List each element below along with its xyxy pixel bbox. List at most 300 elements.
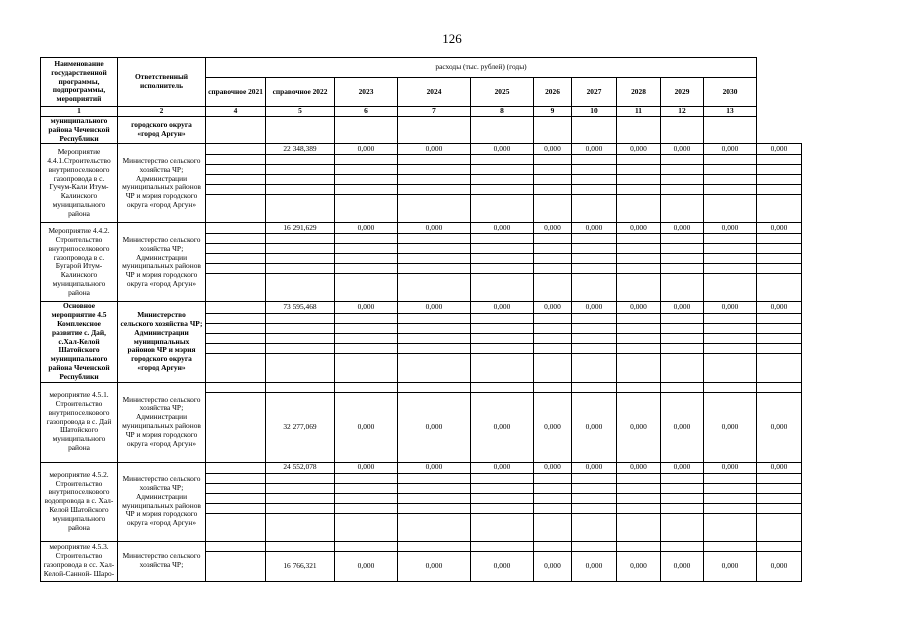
cell-empty <box>617 155 661 165</box>
cell-empty <box>471 483 534 493</box>
column-number-row <box>41 107 802 117</box>
cell-empty <box>534 165 572 175</box>
cell-year-value: 0,000 <box>757 302 802 313</box>
cell-year-value: 0,000 <box>704 462 757 473</box>
cell-year-value: 0,000 <box>704 551 757 581</box>
col-num-5: 5 <box>266 107 335 117</box>
cell-empty <box>534 473 572 483</box>
cell-2021 <box>206 392 266 462</box>
cell-year-value: 0,000 <box>398 144 471 155</box>
cell-empty <box>757 323 802 333</box>
cell-year-value: 0,000 <box>617 144 661 155</box>
cell-2021 <box>206 175 266 185</box>
cell-2021 <box>206 254 266 264</box>
cell-empty <box>572 343 617 353</box>
cell-empty <box>471 244 534 254</box>
cell-empty <box>757 473 802 483</box>
cell-year-value: 0,000 <box>534 302 572 313</box>
cell-empty <box>266 313 335 323</box>
cell-empty <box>534 354 572 382</box>
cell-empty <box>398 323 471 333</box>
cell-empty <box>572 503 617 513</box>
cell-empty <box>398 541 471 551</box>
cell-empty <box>572 274 617 302</box>
cell-year-value: 0,000 <box>704 223 757 234</box>
cell-empty <box>266 493 335 503</box>
cell-empty <box>471 354 534 382</box>
header-year-3: 2023 <box>335 78 398 107</box>
cell-empty <box>757 513 802 541</box>
cell-empty <box>266 541 335 551</box>
cell-empty <box>617 264 661 274</box>
cell-empty <box>534 234 572 244</box>
cell-2022-value: 24 552,078 <box>266 462 335 473</box>
cell-empty <box>704 483 757 493</box>
table-row <box>41 223 802 234</box>
cell-2022-value: 32 277,069 <box>266 392 335 462</box>
cell-year-value: 0,000 <box>757 462 802 473</box>
cell-empty <box>661 354 704 382</box>
cell-empty <box>757 195 802 223</box>
cell-2021 <box>206 343 266 353</box>
cell-empty <box>661 513 704 541</box>
cell-empty <box>757 354 802 382</box>
cell-empty <box>266 473 335 483</box>
cell-empty <box>398 274 471 302</box>
col-num-9: 9 <box>534 107 572 117</box>
cell-empty <box>704 244 757 254</box>
col-num-11: 11 <box>617 107 661 117</box>
cell-year-value: 0,000 <box>704 302 757 313</box>
cell-empty <box>757 185 802 195</box>
cell-empty <box>335 382 398 392</box>
cell-empty <box>704 323 757 333</box>
cell-empty <box>471 313 534 323</box>
row-name-cell: Основное мероприятие 4.5 Комплексное развитие с. Дай, с.Хал-Келой Шатойского муниципального района Чеченской Республики <box>41 302 118 382</box>
cell-year-value: 0,000 <box>471 223 534 234</box>
cell-empty <box>757 234 802 244</box>
cell-empty <box>398 175 471 185</box>
header-col-executor: Ответственный исполнитель <box>118 58 206 107</box>
cell-empty <box>572 175 617 185</box>
table-row <box>41 382 802 392</box>
cell-2021 <box>206 483 266 493</box>
cell-empty <box>266 382 335 392</box>
cell-empty <box>617 483 661 493</box>
cell-empty <box>661 503 704 513</box>
cell-empty <box>572 254 617 264</box>
cell-empty <box>266 165 335 175</box>
cell-empty <box>335 323 398 333</box>
cell-empty <box>661 333 704 343</box>
row-name-cell: Мероприятие 4.4.1.Строительство внутрипоселкового газопровода в с. Гучум-Кали Итум- Калинского муниципального района <box>41 144 118 223</box>
cell-empty <box>398 333 471 343</box>
cell-empty <box>704 541 757 551</box>
cell-empty <box>661 313 704 323</box>
cell-empty <box>471 323 534 333</box>
cell-2021 <box>206 462 266 473</box>
cell-empty <box>572 493 617 503</box>
cell-year-value: 0,000 <box>661 462 704 473</box>
cell-year-value: 0,000 <box>572 551 617 581</box>
cell-empty <box>335 175 398 185</box>
cell-empty <box>534 323 572 333</box>
cell-year-value: 0,000 <box>617 302 661 313</box>
cell-empty <box>471 185 534 195</box>
cell-2022-value: 16 291,629 <box>266 223 335 234</box>
cell-empty <box>617 274 661 302</box>
cell-empty <box>704 234 757 244</box>
cell-empty <box>335 333 398 343</box>
cell-empty <box>617 254 661 264</box>
cell-empty <box>471 155 534 165</box>
cell-empty <box>572 195 617 223</box>
cell-empty <box>704 175 757 185</box>
continuation-row <box>41 117 802 144</box>
col-num-4: 4 <box>206 107 266 117</box>
col-num-6: 6 <box>335 107 398 117</box>
cell-empty <box>471 493 534 503</box>
cell-empty <box>534 264 572 274</box>
cell-empty <box>704 264 757 274</box>
cell-empty <box>617 513 661 541</box>
cell-empty <box>471 264 534 274</box>
cell-empty <box>534 274 572 302</box>
cell-2021 <box>206 223 266 234</box>
cell-empty <box>572 513 617 541</box>
cell-empty <box>534 175 572 185</box>
cell-empty <box>471 175 534 185</box>
cell-empty <box>266 175 335 185</box>
cell-year-value: 0,000 <box>704 144 757 155</box>
cell-empty <box>661 254 704 264</box>
cell-empty <box>757 493 802 503</box>
cell-2021 <box>206 541 266 551</box>
cell-empty <box>757 541 802 551</box>
cell-year-value: 0,000 <box>661 551 704 581</box>
cell-2021 <box>206 185 266 195</box>
header-year-7: 2027 <box>572 78 617 107</box>
cell-empty <box>704 254 757 264</box>
cell-empty <box>617 175 661 185</box>
cell-empty <box>617 323 661 333</box>
col-num-8: 8 <box>471 107 534 117</box>
cell-empty <box>757 333 802 343</box>
cell-2021 <box>206 473 266 483</box>
cell-empty <box>661 155 704 165</box>
cell-empty <box>335 503 398 513</box>
cell-empty <box>572 354 617 382</box>
cell-2021 <box>206 323 266 333</box>
cell-empty <box>572 382 617 392</box>
cell-year-value: 0,000 <box>572 223 617 234</box>
cell-empty <box>398 264 471 274</box>
cell-empty <box>661 264 704 274</box>
cell-empty <box>572 234 617 244</box>
col-num-1: 1 <box>41 107 118 117</box>
cell-year-value: 0,000 <box>757 223 802 234</box>
cell-year-value: 0,000 <box>335 462 398 473</box>
cell-empty <box>266 323 335 333</box>
cell-year-value: 0,000 <box>572 462 617 473</box>
cell-empty <box>534 185 572 195</box>
cell-empty <box>266 244 335 254</box>
cell-empty <box>704 354 757 382</box>
cell-empty <box>471 195 534 223</box>
cell-empty <box>471 343 534 353</box>
cell-empty <box>471 382 534 392</box>
cell-empty <box>398 354 471 382</box>
table-row <box>41 144 802 155</box>
table-row <box>41 541 802 551</box>
cell-empty <box>661 483 704 493</box>
cell-empty <box>335 541 398 551</box>
cell-empty <box>266 195 335 223</box>
cell-empty <box>704 513 757 541</box>
cell-2021 <box>206 264 266 274</box>
cell-empty <box>757 165 802 175</box>
cell-empty <box>617 313 661 323</box>
header-year-1: справочное 2021 <box>206 78 266 107</box>
cell-empty <box>661 382 704 392</box>
cell-empty <box>471 234 534 244</box>
cell-empty <box>335 473 398 483</box>
cell-empty <box>617 234 661 244</box>
cell-empty <box>534 244 572 254</box>
col-num-7: 7 <box>398 107 471 117</box>
cell-empty <box>757 155 802 165</box>
cell-year-value: 0,000 <box>534 462 572 473</box>
cell-empty <box>572 165 617 175</box>
row-executor-cell: Министерство сельского хозяйства ЧР; <box>118 541 206 581</box>
table-row <box>41 462 802 473</box>
cell-2021 <box>206 354 266 382</box>
cell-2021 <box>206 155 266 165</box>
cell-year-value: 0,000 <box>471 302 534 313</box>
cell-empty <box>398 483 471 493</box>
cell-empty <box>617 541 661 551</box>
cell-empty <box>398 254 471 264</box>
cell-year-value: 0,000 <box>398 462 471 473</box>
cell-year-value: 0,000 <box>617 462 661 473</box>
cell-empty <box>617 333 661 343</box>
cell-empty <box>661 185 704 195</box>
col-num-12: 12 <box>661 107 704 117</box>
col-num-13: 13 <box>704 107 757 117</box>
cell-empty <box>572 185 617 195</box>
header-year-10: 2030 <box>704 78 757 107</box>
cell-empty <box>757 483 802 493</box>
cell-empty <box>661 234 704 244</box>
cell-empty <box>398 234 471 244</box>
cell-2021 <box>206 234 266 244</box>
cell-year-value: 0,000 <box>757 144 802 155</box>
cell-empty <box>266 354 335 382</box>
table-row <box>41 302 802 313</box>
cell-year-value: 0,000 <box>335 392 398 462</box>
cell-empty <box>471 513 534 541</box>
cell-empty <box>534 155 572 165</box>
cell-year-value: 0,000 <box>572 144 617 155</box>
cell-empty <box>266 264 335 274</box>
cell-empty <box>704 343 757 353</box>
row-name-cell: мероприятие 4.5.1. Строительство внутрипоселкового газопровода в с. Дай Шатойского муниципального района <box>41 382 118 462</box>
cell-year-value: 0,000 <box>572 302 617 313</box>
cell-empty <box>335 244 398 254</box>
cell-year-value: 0,000 <box>704 392 757 462</box>
row-name-cell: мероприятие 4.5.2. Строительство внутрипоселкового водопровода в с. Хал-Келой Шатойского муниципального района <box>41 462 118 541</box>
cell-empty <box>398 313 471 323</box>
cell-2021 <box>206 493 266 503</box>
cell-empty <box>398 343 471 353</box>
cell-year-value: 0,000 <box>757 392 802 462</box>
cell-empty <box>661 165 704 175</box>
cell-2022-value: 73 595,468 <box>266 302 335 313</box>
cell-empty <box>617 354 661 382</box>
cell-empty <box>471 333 534 343</box>
cell-empty <box>398 473 471 483</box>
cell-empty <box>661 473 704 483</box>
cell-empty <box>572 313 617 323</box>
cell-empty <box>471 503 534 513</box>
cell-empty <box>572 244 617 254</box>
cell-empty <box>534 483 572 493</box>
cell-empty <box>617 382 661 392</box>
cell-year-value: 0,000 <box>534 144 572 155</box>
cell-empty <box>335 513 398 541</box>
cell-empty <box>661 244 704 254</box>
cell-empty <box>704 503 757 513</box>
cell-empty <box>617 343 661 353</box>
header-year-9: 2029 <box>661 78 704 107</box>
cell-empty <box>704 165 757 175</box>
cell-empty <box>335 354 398 382</box>
cell-empty <box>266 254 335 264</box>
cell-empty <box>471 473 534 483</box>
cell-empty <box>471 541 534 551</box>
cell-year-value: 0,000 <box>534 551 572 581</box>
cell-empty <box>757 313 802 323</box>
cell-year-value: 0,000 <box>617 551 661 581</box>
cell-empty <box>534 254 572 264</box>
cell-2022-value: 22 348,389 <box>266 144 335 155</box>
cell-empty <box>398 513 471 541</box>
cell-2021 <box>206 195 266 223</box>
cell-empty <box>335 343 398 353</box>
cell-empty <box>704 195 757 223</box>
cell-year-value: 0,000 <box>398 302 471 313</box>
cell-empty <box>617 473 661 483</box>
row-executor-cell: Министерство сельского хозяйства ЧР; Администрации муниципальных районов ЧР и мэрия городского округа «город Аргун» <box>118 462 206 541</box>
cell-empty <box>266 155 335 165</box>
row-executor-cell: Министерство сельского хозяйства ЧР; Администрации муниципальных районов ЧР и мэрия городского округа «город Аргун» <box>118 223 206 302</box>
cell-year-value: 0,000 <box>661 392 704 462</box>
cell-empty <box>572 333 617 343</box>
header-year-2: справочное 2022 <box>266 78 335 107</box>
cell-empty <box>661 175 704 185</box>
cell-year-value: 0,000 <box>335 144 398 155</box>
cell-empty <box>572 264 617 274</box>
cell-empty <box>335 264 398 274</box>
budget-table <box>40 57 802 582</box>
cell-empty <box>335 165 398 175</box>
cell-year-value: 0,000 <box>335 551 398 581</box>
cell-empty <box>335 155 398 165</box>
row-executor-cell: Министерство сельского хозяйства ЧР; Администрации муниципальных районов ЧР и мэрия городского округа «город Аргун» <box>118 144 206 223</box>
cell-empty <box>398 195 471 223</box>
cell-year-value: 0,000 <box>661 223 704 234</box>
continuation-executor: городского округа «город Аргун» <box>118 117 206 144</box>
cell-empty <box>266 483 335 493</box>
cell-empty <box>398 185 471 195</box>
cell-empty <box>757 382 802 392</box>
cell-empty <box>617 503 661 513</box>
cell-empty <box>335 185 398 195</box>
cell-2021 <box>206 244 266 254</box>
cell-empty <box>757 254 802 264</box>
cell-empty <box>757 343 802 353</box>
cell-empty <box>471 165 534 175</box>
cell-year-value: 0,000 <box>398 392 471 462</box>
cell-empty <box>572 155 617 165</box>
cell-year-value: 0,000 <box>617 223 661 234</box>
cell-year-value: 0,000 <box>661 302 704 313</box>
cell-year-value: 0,000 <box>398 223 471 234</box>
cell-2021 <box>206 302 266 313</box>
cell-empty <box>704 333 757 343</box>
cell-empty <box>534 333 572 343</box>
cell-empty <box>534 313 572 323</box>
cell-empty <box>661 323 704 333</box>
cell-empty <box>757 175 802 185</box>
cell-empty <box>757 264 802 274</box>
cell-empty <box>266 274 335 302</box>
cell-2021 <box>206 274 266 302</box>
header-col-name: Наименование государственной программы, подпрограммы, мероприятий <box>41 58 118 107</box>
cell-empty <box>266 503 335 513</box>
cell-empty <box>335 483 398 493</box>
cell-empty <box>661 274 704 302</box>
cell-2021 <box>206 551 266 581</box>
cell-empty <box>617 185 661 195</box>
cell-empty <box>704 493 757 503</box>
cell-year-value: 0,000 <box>398 551 471 581</box>
cell-year-value: 0,000 <box>471 551 534 581</box>
cell-empty <box>617 195 661 223</box>
cell-year-value: 0,000 <box>335 302 398 313</box>
cell-empty <box>572 541 617 551</box>
cell-empty <box>534 195 572 223</box>
cell-empty <box>398 155 471 165</box>
cell-empty <box>266 234 335 244</box>
cell-empty <box>534 493 572 503</box>
cell-empty <box>335 313 398 323</box>
header-year-5: 2025 <box>471 78 534 107</box>
cell-empty <box>335 493 398 503</box>
cell-empty <box>534 382 572 392</box>
cell-empty <box>572 483 617 493</box>
cell-empty <box>266 513 335 541</box>
cell-empty <box>534 541 572 551</box>
col-num-10: 10 <box>572 107 617 117</box>
cell-empty <box>398 493 471 503</box>
cell-empty <box>266 343 335 353</box>
cell-empty <box>757 503 802 513</box>
header-row-1 <box>41 58 802 78</box>
cell-empty <box>266 333 335 343</box>
cell-empty <box>704 155 757 165</box>
cell-empty <box>617 493 661 503</box>
